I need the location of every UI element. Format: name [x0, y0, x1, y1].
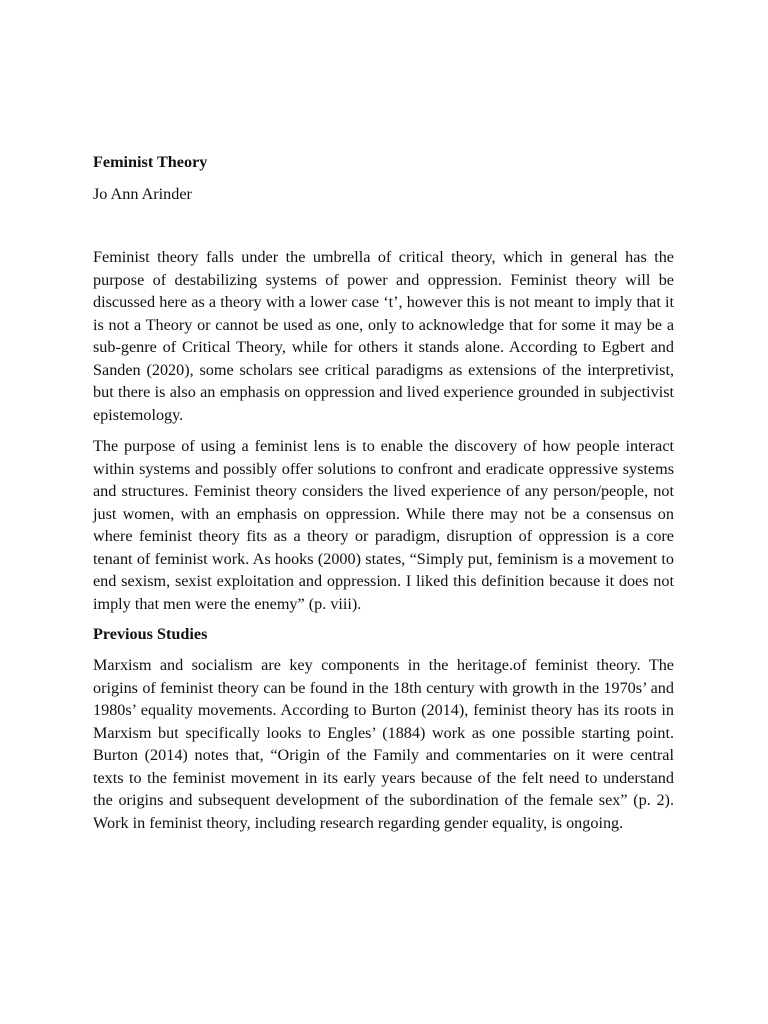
document-title: Feminist Theory [93, 153, 208, 171]
document-body [93, 150, 674, 834]
document-author: Jo Ann Arinder [93, 185, 192, 203]
body-paragraph: Marxism and socialism are key components in the heritage.of feminist theory. The origins of feminist theory can be found in the 18th century with growth in the 1970s’ and 1980s’ equality movements. According to Burton (2014), feminist theory has its roots in Marxism but specifically looks to Engles’ (1884) work as one possible starting point. Burton (2014) notes that, “Origin of the Family and commentaries on it were central texts to the feminist movement in its early years because of the felt need to understand the origins and subsequent development of the subordination of the female sex” (p. 2). Work in feminist theory, including research regarding gender equality, is ongoing. [93, 656, 674, 832]
body-paragraph: The purpose of using a feminist lens is to enable the discovery of how people interact within systems and possibly offer solutions to confront and eradicate oppressive systems and structures. Feminist theory considers the lived experience of any person/people, not just women, with an emphasis on oppression. While there may not be a consensus on where feminist theory fits as a theory or paradigm, disruption of oppression is a core tenant of feminist work. As hooks (2000) states, “Simply put, feminism is a movement to end sexism, sexist exploitation and oppression. I liked this definition because it does not imply that men were the enemy” (p. viii). [93, 437, 674, 613]
body-paragraph: Feminist theory falls under the umbrella of critical theory, which in general has the purpose of destabilizing systems of power and oppression. Feminist theory will be discussed here as a theory with a lower case ‘t’, however this is not meant to imply that it is not a Theory or cannot be used as one, only to acknowledge that for some it may be a sub-genre of Critical Theory, while for others it stands alone. According to Egbert and Sanden (2020), some scholars see critical paradigms as extensions of the interpretivist, but there is also an emphasis on oppression and lived experience grounded in subjectivist epistemology. [93, 248, 674, 424]
section-heading: Previous Studies [93, 625, 208, 643]
